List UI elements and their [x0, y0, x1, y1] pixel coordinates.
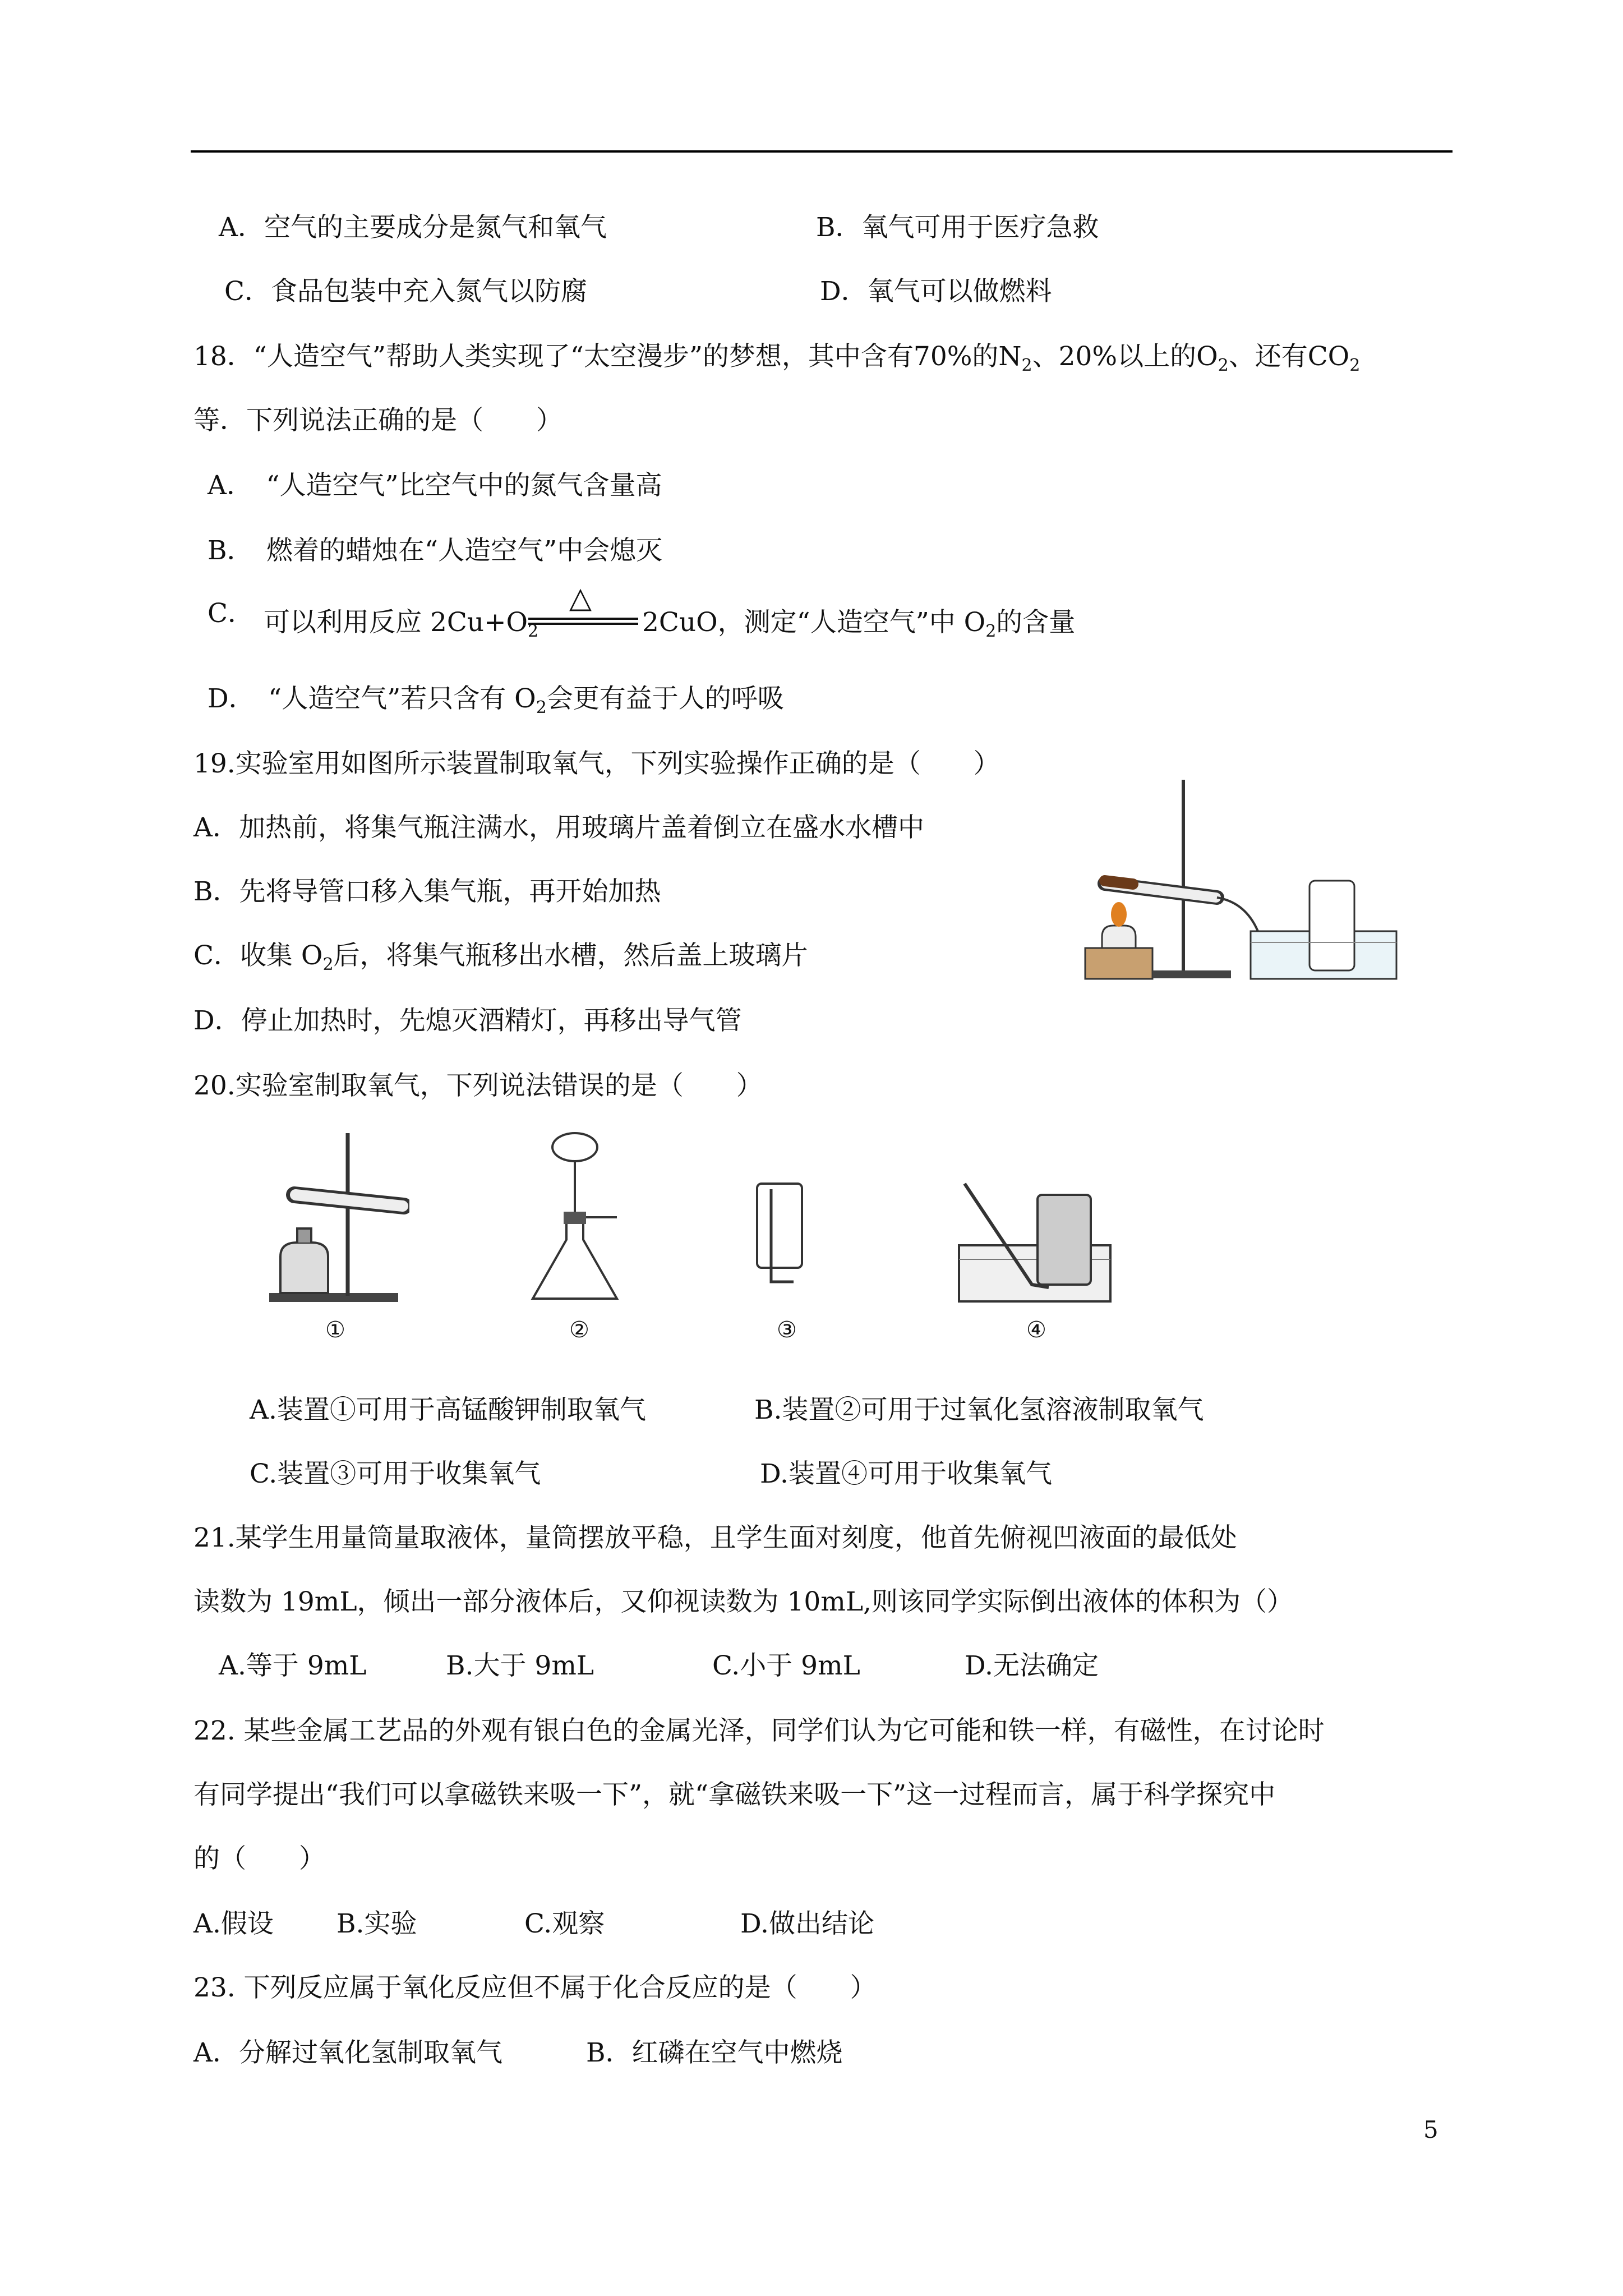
q21-option-a: A.等于 9mL — [219, 1650, 367, 1681]
q19-apparatus-figure — [1082, 769, 1402, 982]
apparatus-2-conical-flask — [522, 1128, 634, 1307]
q21-stem-line2: 读数为 19mL，倾出一部分液体后，又仰视读数为 10mL,则该同学实际倒出液体的体积为（） — [193, 1586, 1293, 1617]
page-number: 5 — [1423, 2116, 1438, 2143]
q20-option-b: B.装置②可用于过氧化氢溶液制取氧气 — [754, 1395, 1204, 1425]
q17-option-b: B．氧气可用于医疗急救 — [816, 212, 1099, 243]
q18-stem-line2: 等．下列说法正确的是（ ） — [193, 405, 562, 436]
reaction-equals-sign — [527, 617, 639, 626]
heating-condition-symbol: △ — [569, 581, 592, 615]
q18-option-b: B． 燃着的蜡烛在“人造空气”中会熄灭 — [208, 535, 663, 566]
q20-option-d: D.装置④可用于收集氧气 — [760, 1458, 1052, 1489]
q22-option-c: C.观察 — [524, 1908, 605, 1939]
q22-option-a: A.假设 — [193, 1908, 274, 1939]
q18-option-c-label: C． — [208, 598, 254, 629]
q21-option-b: B.大于 9mL — [446, 1650, 594, 1681]
q18-option-c-pre: 可以利用反应 $2Cu+O_2$ — [264, 607, 539, 641]
q18-option-a: A． “人造空气”比空气中的氮气含量高 — [208, 470, 662, 501]
header-rule — [191, 150, 1453, 153]
apparatus-4-water-trough — [953, 1172, 1122, 1307]
q20-option-a: A.装置①可用于高锰酸钾制取氧气 — [250, 1395, 646, 1425]
q22-option-b: B.实验 — [336, 1908, 417, 1939]
q23-option-a: A．分解过氧化氢制取氧气 — [193, 2037, 502, 2068]
q17-option-c: C．食品包装中充入氮气以防腐 — [224, 276, 587, 307]
apparatus-label-1: ① — [325, 1317, 345, 1343]
q17-option-d: D．氧气可以做燃料 — [820, 276, 1052, 307]
q22-stem-line1: 22. 某些金属工艺品的外观有银白色的金属光泽，同学们认为它可能和铁一样，有磁性，在讨论时 — [193, 1715, 1325, 1746]
apparatus-label-4: ④ — [1026, 1317, 1046, 1343]
q21-option-c: C.小于 9mL — [712, 1650, 860, 1681]
apparatus-1-heating-tube — [264, 1128, 409, 1307]
q23-option-b: B．红磷在空气中燃烧 — [586, 2037, 843, 2068]
q18-option-c-post: 2CuO，测定“人造空气”中 $O_2$的含量 — [642, 607, 1076, 641]
q20-stem: 20.实验室制取氧气，下列说法错误的是（ ） — [193, 1070, 763, 1101]
apparatus-3-collection-bottle — [746, 1178, 813, 1307]
q17-option-a: A．空气的主要成分是氮气和氧气 — [219, 212, 607, 243]
q18-option-d: D． “人造空气”若只含有 $O_2$会更有益于人的呼吸 — [208, 683, 784, 717]
q18-stem-line1: 18．“人造空气”帮助人类实现了“太空漫步”的梦想，其中含有70%的$N_2$、20%以上的$O_2$、还有$CO_2$ — [193, 341, 1361, 375]
apparatus-label-3: ③ — [777, 1317, 797, 1343]
q19-option-c: C．收集 $O_2$后，将集气瓶移出水槽，然后盖上玻璃片 — [193, 940, 808, 974]
q19-option-d: D．停止加热时，先熄灭酒精灯，再移出导气管 — [193, 1005, 742, 1036]
q21-option-d: D.无法确定 — [965, 1650, 1099, 1681]
q23-stem: 23. 下列反应属于氧化反应但不属于化合反应的是（ ） — [193, 1972, 877, 2003]
apparatus-label-2: ② — [569, 1317, 589, 1343]
q20-option-c: C.装置③可用于收集氧气 — [250, 1458, 541, 1489]
q21-stem-line1: 21.某学生用量筒量取液体，量筒摆放平稳，且学生面对刻度，他首先俯视凹液面的最低处 — [193, 1522, 1237, 1553]
q22-stem-line3: 的（ ） — [193, 1843, 325, 1874]
q22-stem-line2: 有同学提出“我们可以拿磁铁来吸一下”，就“拿磁铁来吸一下”这一过程而言，属于科学探究中 — [193, 1779, 1276, 1810]
q19-stem: 19.实验室用如图所示装置制取氧气，下列实验操作正确的是（ ） — [193, 748, 1000, 779]
q22-option-d: D.做出结论 — [740, 1908, 874, 1939]
q19-option-b: B．先将导管口移入集气瓶，再开始加热 — [193, 876, 661, 907]
q19-option-a: A．加热前，将集气瓶注满水，用玻璃片盖着倒立在盛水水槽中 — [193, 812, 924, 843]
